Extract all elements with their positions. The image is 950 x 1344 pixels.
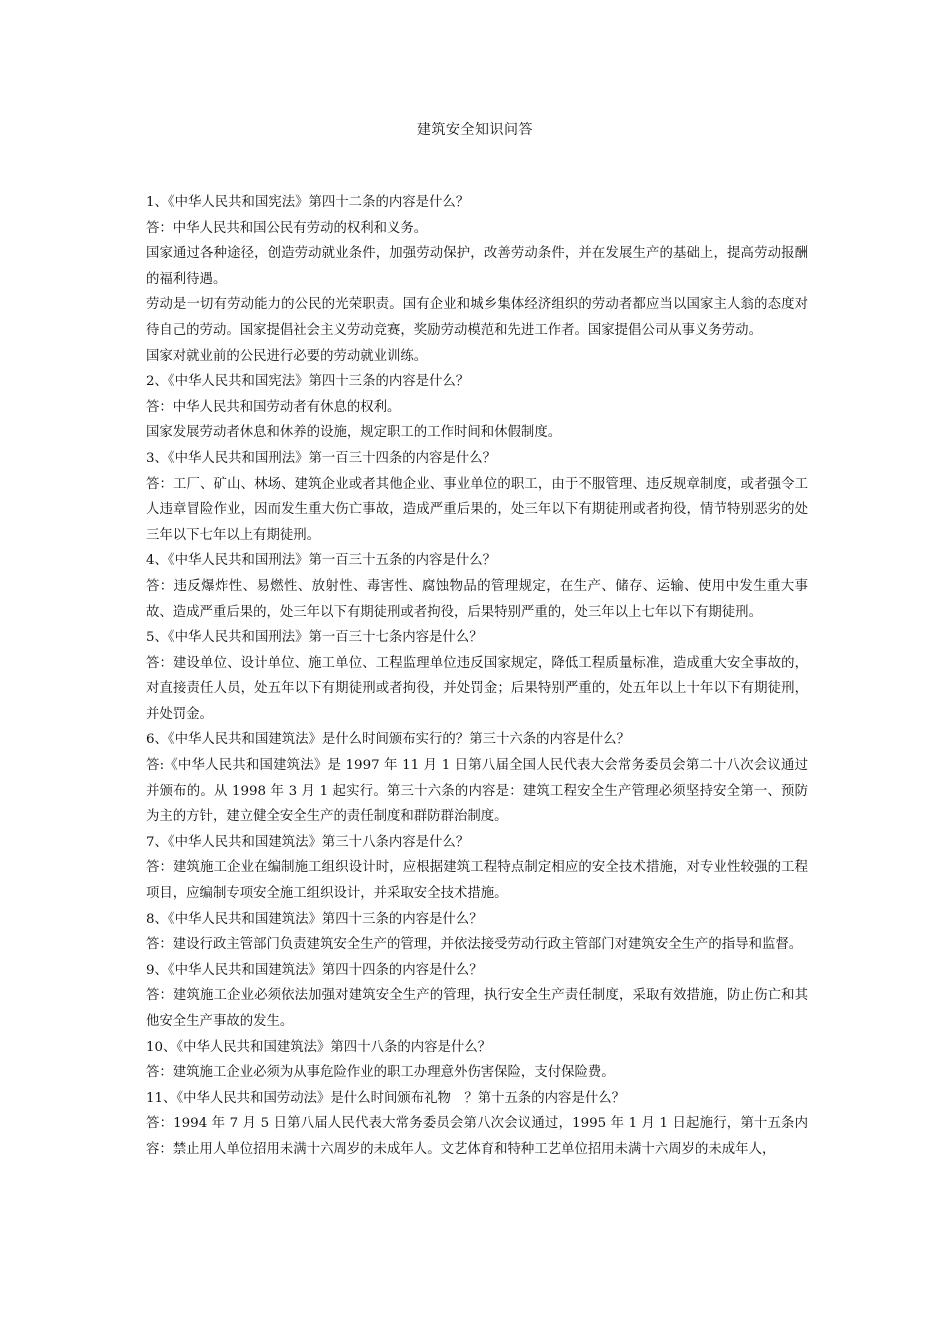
answer-1-paragraph: 国家对就业前的公民进行必要的劳动就业训练。 — [146, 348, 428, 364]
question-2: 2、《中华人民共和国宪法》第四十三条的内容是什么？ — [146, 374, 470, 390]
answer-6: 答:《中华人民共和国建筑法》是 1997 年 11 月 1 日第八届全国人民代表大会常务委员会第二十八次会议通过并颁布的。从 1998 年 3 月 1 起实行。第三十六条的内容是：建筑工程安全生产管理必须坚持安全第一、预防为主的方针，建立健全安全生产的责任制度和群防群治制度。 — [146, 758, 808, 825]
question-4: 4、《中华人民共和国刑法》第一百三十五条的内容是什么？ — [146, 553, 496, 569]
question-10: 10、《中华人民共和国建筑法》第四十八条的内容是什么？ — [146, 1039, 492, 1055]
document-body — [146, 190, 808, 1163]
answer-10: 答：建筑施工企业必须为从事危险作业的职工办理意外伤害保险，支付保险费。 — [146, 1065, 615, 1081]
answer-2-paragraph: 国家发展劳动者休息和休养的设施，规定职工的工作时间和休假制度。 — [146, 425, 562, 441]
document-title: 建筑安全知识问答 — [417, 122, 533, 138]
answer-1-paragraph: 劳动是一切有劳动能力的公民的光荣职责。国有企业和城乡集体经济组织的劳动者都应当以国家主人翁的态度对待自己的劳动。国家提倡社会主义劳动竞赛，奖励劳动模范和先进工作者。国家提倡公司从事义务劳动。 — [146, 297, 808, 338]
answer-11: 答：1994 年 7 月 5 日第八届人民代表大常务委员会第八次会议通过，1995 年 1 月 1 日起施行，第十五条内容：禁止用人单位招用未满十六周岁的未成年人。文艺体育和特种工艺单位招用未满十六周岁的未成年人， — [146, 1116, 808, 1157]
question-6: 6、《中华人民共和国建筑法》是什么时间颁布实行的？第三十六条的内容是什么？ — [146, 732, 630, 748]
answer-9: 答：建筑施工企业必须依法加强对建筑安全生产的管理，执行安全生产责任制度，采取有效措施，防止伤亡和其他安全生产事故的发生。 — [146, 988, 808, 1029]
answer-4: 答：违反爆炸性、易燃性、放射性、毒害性、腐蚀物品的管理规定，在生产、储存、运输、使用中发生重大事故、造成严重后果的，处三年以下有期徒刑或者拘役，后果特别严重的，处三年以上七年以下有期徒刑。 — [146, 578, 808, 620]
question-7: 7、《中华人民共和国建筑法》第三十八条内容是什么？ — [146, 834, 470, 850]
answer-2: 答：中华人民共和国劳动者有休息的权利。 — [146, 399, 401, 415]
question-1: 1、《中华人民共和国宪法》第四十二条的内容是什么？ — [146, 195, 470, 210]
answer-3: 答：工厂、矿山、林场、建筑企业或者其他企业、事业单位的职工，由于不服管理、违反规章制度，或者强令工人违章冒险作业，因而发生重大伤亡事故，造成严重后果的，处三年以下有期徒刑或者拘役，情节特别恶劣的处三年以下七年以上有期徒刑。 — [146, 476, 808, 543]
question-5: 5、《中华人民共和国刑法》第一百三十七条内容是什么？ — [146, 630, 483, 646]
question-11: 11、《中华人民共和国劳动法》是什么时间颁布礼物 ？第十五条的内容是什么？ — [146, 1090, 626, 1106]
question-8: 8、《中华人民共和国建筑法》第四十三条的内容是什么？ — [146, 911, 483, 927]
answer-1-paragraph: 国家通过各种途径，创造劳动就业条件，加强劳动保护，改善劳动条件，并在发展生产的基础上，提高劳动报酬的福利待遇。 — [146, 246, 808, 287]
answer-8: 答：建设行政主管部门负责建筑安全生产的管理，并依法接受劳动行政主管部门对建筑安全生产的指导和监督。 — [146, 937, 803, 953]
question-9: 9、《中华人民共和国建筑法》第四十四条的内容是什么？ — [146, 962, 483, 978]
question-3: 3、《中华人民共和国刑法》第一百三十四条的内容是什么？ — [146, 450, 496, 466]
answer-1: 答：中华人民共和国公民有劳动的权利和义务。 — [146, 220, 428, 236]
answer-7: 答：建筑施工企业在编制施工组织设计时，应根据建筑工程特点制定相应的安全技术措施，对专业性较强的工程项目，应编制专项安全施工组织设计，并采取安全技术措施。 — [146, 860, 808, 902]
answer-5: 答：建设单位、设计单位、施工单位、工程监理单位违反国家规定，降低工程质量标准，造成重大安全事故的，对直接责任人员，处五年以下有期徒刑或者拘役，并处罚金；后果特别严重的，处五年以上十年以下有期徒刑，并处罚金。 — [146, 655, 808, 722]
